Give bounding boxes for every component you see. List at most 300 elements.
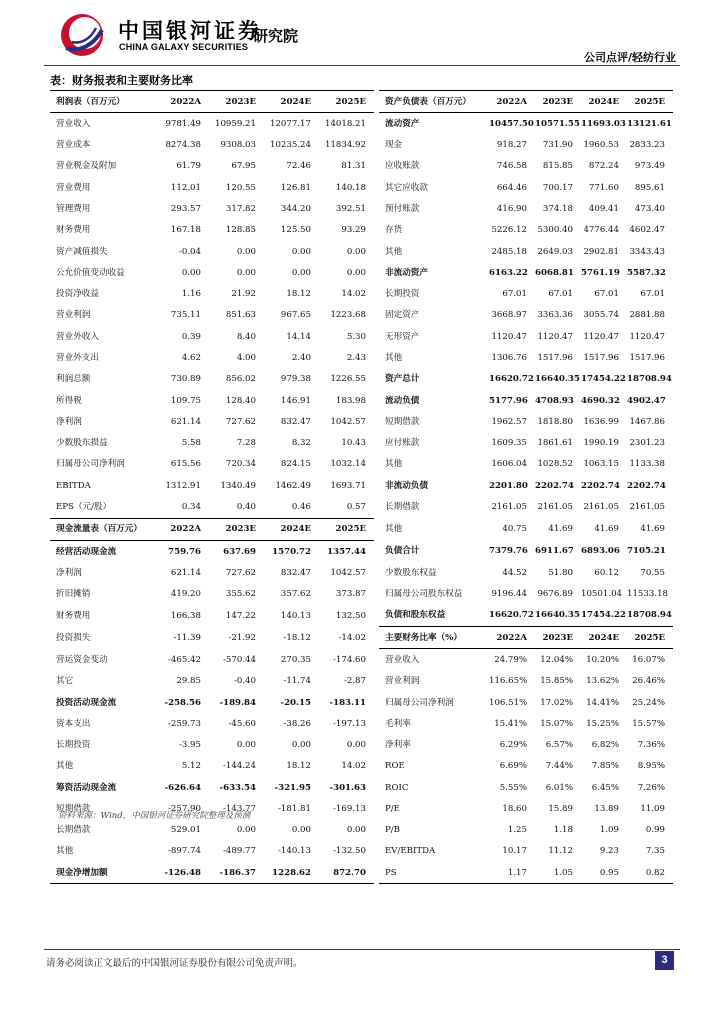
left-cell-value: -144.24 <box>223 761 256 772</box>
left-cell-value: -259.73 <box>168 718 201 729</box>
left-cell-value: 0.57 <box>319 496 374 518</box>
left-cell-value: -197.13 <box>333 718 366 729</box>
table-row <box>50 562 673 583</box>
left-cell-value: 21.92 <box>231 289 256 300</box>
left-cell-value: 0.00 <box>236 825 256 836</box>
right-year-header: 2023E <box>535 627 581 649</box>
right-cell-value: 6.57% <box>545 740 573 751</box>
table-title: 表：财务报表和主要财务比率 <box>50 74 193 87</box>
right-row-label: 非流动负债 <box>385 480 428 491</box>
right-row-label: 其他 <box>385 524 403 535</box>
left-cell-value: -38.26 <box>283 718 311 729</box>
left-cell-value: 4.62 <box>181 353 201 364</box>
left-cell-value: -633.54 <box>219 782 256 793</box>
left-cell-value: 0.00 <box>291 740 311 751</box>
right-cell-value: 1.18 <box>553 825 573 836</box>
left-cell-value: 355.62 <box>225 589 256 600</box>
left-year-header: 2023E <box>209 518 264 540</box>
left-row-label: 所得税 <box>56 395 82 406</box>
right-cell-value: 872.24 <box>588 161 619 172</box>
left-row-label: 营业收入 <box>56 118 91 129</box>
left-cell-value: 1570.72 <box>272 546 311 557</box>
page-number: 3 <box>655 951 674 970</box>
source-note: 资料来源：Wind，中国银河证券研究院整理及预测 <box>58 811 251 821</box>
right-cell-value: 8.95% <box>637 761 665 772</box>
right-cell-value: 10501.04 <box>581 589 623 600</box>
right-cell-value: 918.27 <box>496 140 527 151</box>
left-cell-value: -14.02 <box>338 632 366 643</box>
table-row <box>50 496 673 518</box>
header-divider <box>44 65 680 66</box>
right-row-label: 流动资产 <box>385 118 420 129</box>
right-cell-value: 1517.96 <box>629 353 665 364</box>
left-cell-value: 81.31 <box>341 161 366 172</box>
right-cell-value: 1133.38 <box>629 459 665 470</box>
left-cell-value: 10235.24 <box>269 140 311 151</box>
right-cell-value: 4776.44 <box>583 225 619 236</box>
right-cell-value: 24.79% <box>494 654 527 665</box>
left-year-header: 2023E <box>209 91 264 113</box>
table-row <box>50 347 673 368</box>
right-cell-value: 3343.43 <box>629 246 665 257</box>
left-cell-value: -465.42 <box>168 654 201 665</box>
left-cell-value: 14.14 <box>286 331 311 342</box>
right-cell-value: 26.46% <box>632 676 665 687</box>
right-cell-value: 16.07% <box>632 654 665 665</box>
left-row-label: 资产减值损失 <box>56 246 108 257</box>
right-cell-value: 3055.74 <box>583 310 619 321</box>
left-cell-value: -626.64 <box>164 782 201 793</box>
left-cell-value: 0.00 <box>291 825 311 836</box>
left-cell-value: 637.69 <box>223 546 256 557</box>
right-cell-value: 2161.05 <box>629 502 665 513</box>
left-cell-value: 8.40 <box>236 331 256 342</box>
right-row-label: 其它应收款 <box>385 182 428 193</box>
right-row-label: 现金 <box>385 140 403 151</box>
right-cell-value: 9676.89 <box>537 589 573 600</box>
left-cell-value: 93.29 <box>341 225 366 236</box>
right-cell-value: 7.36% <box>637 740 665 751</box>
right-cell-value: 2161.05 <box>583 502 619 513</box>
left-row-label: 财务费用 <box>56 225 91 236</box>
right-row-label: 其他 <box>385 459 403 470</box>
right-cell-value: 12.04% <box>540 654 573 665</box>
left-cell-value: -169.13 <box>333 803 366 814</box>
right-cell-value: 10.20% <box>586 654 619 665</box>
left-row-label: 短期借款 <box>56 803 91 814</box>
right-cell-value: 10457.50 <box>489 118 534 129</box>
right-cell-value: 60.12 <box>594 567 619 578</box>
left-cell-value: 18.12 <box>286 289 311 300</box>
right-cell-value: 14.41% <box>586 697 619 708</box>
right-cell-value: 6.29% <box>499 740 527 751</box>
right-cell-value: 17454.22 <box>581 374 626 385</box>
right-cell-value: 9.23 <box>599 846 619 857</box>
left-cell-value: -301.63 <box>329 782 366 793</box>
right-cell-value: 5587.32 <box>627 267 666 278</box>
right-cell-value: 6.45% <box>591 782 619 793</box>
left-cell-value: 0.00 <box>236 246 256 257</box>
right-cell-value: 6068.81 <box>535 267 574 278</box>
left-cell-value: 9781.49 <box>165 118 201 129</box>
table-row <box>50 692 673 713</box>
table-row <box>50 518 673 540</box>
left-cell-value: 735.11 <box>170 310 201 321</box>
left-row-label: 营业成本 <box>56 140 91 151</box>
left-cell-value: -321.95 <box>274 782 311 793</box>
left-cell-value: 132.50 <box>335 610 366 621</box>
right-row-label: 流动负债 <box>385 395 420 406</box>
right-cell-value: 1.25 <box>507 825 527 836</box>
right-cell-value: 41.69 <box>548 524 573 535</box>
table-row <box>50 583 673 604</box>
right-cell-value: 67.01 <box>594 289 619 300</box>
left-cell-value: -126.48 <box>154 862 209 884</box>
left-cell-value: 1032.14 <box>330 459 366 470</box>
left-cell-value: -174.60 <box>333 654 366 665</box>
left-section-header: 利润表（百万元） <box>50 91 154 113</box>
right-cell-value: 1609.35 <box>491 438 527 449</box>
right-row-label: 长期借款 <box>385 502 420 513</box>
left-cell-value: 140.13 <box>280 610 311 621</box>
right-section-header: 资产负债表（百万元） <box>379 91 489 113</box>
right-row-label: 短期借款 <box>385 416 420 427</box>
left-cell-value: -257.90 <box>168 803 201 814</box>
right-cell-value: 5.55% <box>499 782 527 793</box>
left-cell-value: 419.20 <box>170 589 201 600</box>
left-row-label: EBITDA <box>56 480 91 491</box>
left-row-label: 营业费用 <box>56 182 91 193</box>
right-year-header: 2024E <box>581 627 627 649</box>
left-cell-value: 1223.68 <box>330 310 366 321</box>
left-year-header: 2022A <box>154 91 209 113</box>
right-row-label: 营业收入 <box>385 654 420 665</box>
left-row-label: 其他 <box>56 761 74 772</box>
left-row-label: 长期借款 <box>56 825 91 836</box>
left-cell-value: 14.02 <box>341 289 366 300</box>
table-row <box>50 841 673 862</box>
left-row-label: 其他 <box>56 846 74 857</box>
right-cell-value: 2649.03 <box>537 246 573 257</box>
left-cell-value: 0.00 <box>346 740 366 751</box>
left-cell-value: 1.16 <box>181 289 201 300</box>
right-cell-value: 0.82 <box>627 862 673 884</box>
right-cell-value: 7.35 <box>645 846 665 857</box>
table-row <box>50 820 673 841</box>
right-cell-value: 17454.22 <box>581 605 627 627</box>
table-row <box>50 220 673 241</box>
right-cell-value: 13121.61 <box>627 118 672 129</box>
right-year-header: 2025E <box>627 627 673 649</box>
right-cell-value: 6893.06 <box>581 546 620 557</box>
right-row-label: 固定资产 <box>385 310 420 321</box>
right-cell-value: 973.49 <box>634 161 665 172</box>
footer-divider <box>44 949 680 950</box>
left-cell-value: 18.12 <box>286 761 311 772</box>
left-cell-value: 10.43 <box>341 438 366 449</box>
right-cell-value: 18708.94 <box>627 374 672 385</box>
brand-name-cn: 中国银河证券 <box>118 19 262 43</box>
table-row <box>50 433 673 454</box>
left-cell-value: 344.20 <box>280 204 311 215</box>
table-row <box>50 91 673 113</box>
left-row-label: 营业税金及附加 <box>56 161 117 172</box>
table-row <box>50 605 673 627</box>
right-cell-value: 771.60 <box>588 182 619 193</box>
right-cell-value: 5177.96 <box>489 395 528 406</box>
right-cell-value: 41.69 <box>594 524 619 535</box>
right-cell-value: 1120.47 <box>491 331 527 342</box>
right-cell-value: 1517.96 <box>537 353 573 364</box>
left-cell-value: 832.47 <box>280 416 311 427</box>
right-cell-value: 2833.23 <box>629 140 665 151</box>
right-row-label: 归属母公司净利润 <box>385 697 454 708</box>
right-cell-value: 40.75 <box>502 524 527 535</box>
left-cell-value: 72.46 <box>286 161 311 172</box>
left-cell-value: 1357.44 <box>327 546 366 557</box>
right-cell-value: 7379.76 <box>489 546 528 557</box>
right-row-label: 非流动资产 <box>385 267 428 278</box>
right-row-label: 存货 <box>385 225 403 236</box>
left-cell-value: -489.77 <box>223 846 256 857</box>
left-cell-value: 11834.92 <box>324 140 366 151</box>
table-row <box>50 390 673 411</box>
left-cell-value: 0.00 <box>346 246 366 257</box>
left-cell-value: -21.92 <box>228 632 256 643</box>
financial-statements-table <box>50 90 673 884</box>
left-cell-value: 1462.49 <box>275 480 311 491</box>
right-cell-value: 5761.19 <box>581 267 620 278</box>
left-cell-value: 4.00 <box>236 353 256 364</box>
left-row-label: EPS（元/股） <box>50 496 154 518</box>
left-cell-value: 1228.62 <box>264 862 319 884</box>
left-row-label: 现金净增加额 <box>50 862 154 884</box>
left-row-label: 营业外收入 <box>56 331 99 342</box>
left-cell-value: 0.39 <box>181 331 201 342</box>
left-cell-value: 67.95 <box>231 161 256 172</box>
right-cell-value: 1120.47 <box>537 331 573 342</box>
right-row-label: 其他 <box>385 353 403 364</box>
right-cell-value: 5300.40 <box>537 225 573 236</box>
right-cell-value: 2161.05 <box>491 502 527 513</box>
left-cell-value: 529.01 <box>170 825 201 836</box>
table-row <box>50 156 673 177</box>
right-cell-value: 4602.47 <box>629 225 665 236</box>
left-cell-value: 293.57 <box>170 204 201 215</box>
right-cell-value: 1063.15 <box>583 459 619 470</box>
right-cell-value: 106.51% <box>489 697 528 708</box>
left-cell-value: 29.85 <box>176 676 201 687</box>
left-cell-value: 5.30 <box>346 331 366 342</box>
table-row <box>50 454 673 475</box>
right-cell-value: 44.52 <box>502 567 527 578</box>
left-cell-value: 12077.17 <box>269 118 311 129</box>
left-cell-value: 0.34 <box>154 496 209 518</box>
right-cell-value: 1028.52 <box>537 459 573 470</box>
right-cell-value: 16640.35 <box>535 374 580 385</box>
left-row-label: 营业外支出 <box>56 353 99 364</box>
left-cell-value: -189.84 <box>219 697 256 708</box>
left-year-header: 2024E <box>264 518 319 540</box>
right-cell-value: 1960.53 <box>583 140 619 151</box>
right-cell-value: 18708.94 <box>627 605 673 627</box>
right-cell-value: 13.62% <box>586 676 619 687</box>
right-row-label: EV/EBITDA <box>385 846 436 857</box>
left-cell-value: 317.82 <box>225 204 256 215</box>
right-cell-value: 15.25% <box>586 718 619 729</box>
table-row <box>50 862 673 884</box>
left-cell-value: 727.62 <box>225 416 256 427</box>
left-year-header: 2022A <box>154 518 209 540</box>
left-cell-value: 1693.71 <box>330 480 366 491</box>
left-row-label: 投资净收益 <box>56 289 99 300</box>
right-cell-value: 1606.04 <box>491 459 527 470</box>
table-row <box>50 305 673 326</box>
left-row-label: 投资活动现金流 <box>56 697 117 708</box>
left-cell-value: -897.74 <box>168 846 201 857</box>
right-cell-value: 815.85 <box>542 161 573 172</box>
left-cell-value: 0.40 <box>209 496 264 518</box>
left-section-header: 现金流量表（百万元） <box>50 518 154 540</box>
left-cell-value: -11.74 <box>283 676 311 687</box>
left-row-label: 其它 <box>56 676 74 687</box>
table-row <box>50 713 673 734</box>
right-cell-value: 700.17 <box>542 182 573 193</box>
right-year-header: 2022A <box>489 627 535 649</box>
left-cell-value: 2.40 <box>291 353 311 364</box>
right-cell-value: 116.65% <box>489 676 528 687</box>
left-cell-value: 9308.03 <box>220 140 256 151</box>
right-cell-value: 67.01 <box>502 289 527 300</box>
right-cell-value: 1306.76 <box>491 353 527 364</box>
table-row <box>50 241 673 262</box>
right-cell-value: 6163.22 <box>489 267 528 278</box>
institute-label: 研究院 <box>253 27 299 45</box>
left-cell-value: 270.35 <box>280 654 311 665</box>
right-cell-value: 6.69% <box>499 761 527 772</box>
left-cell-value: 10959.21 <box>214 118 256 129</box>
table-row <box>50 777 673 798</box>
left-row-label: 投资损失 <box>56 632 91 643</box>
left-cell-value: 8.32 <box>291 438 311 449</box>
left-row-label: 管理费用 <box>56 204 91 215</box>
left-cell-value: 112.01 <box>170 182 201 193</box>
right-cell-value: 16620.72 <box>489 605 535 627</box>
right-cell-value: 1120.47 <box>583 331 619 342</box>
left-cell-value: 61.79 <box>176 161 201 172</box>
right-cell-value: 11.12 <box>548 846 573 857</box>
right-cell-value: 15.07% <box>540 718 573 729</box>
left-cell-value: 615.56 <box>170 459 201 470</box>
right-cell-value: 1990.19 <box>583 438 619 449</box>
left-cell-value: 140.18 <box>335 182 366 193</box>
right-row-label: 净利率 <box>385 740 411 751</box>
right-cell-value: 11.09 <box>640 803 665 814</box>
left-row-label: 折旧摊销 <box>56 589 91 600</box>
right-cell-value: 18.60 <box>502 803 527 814</box>
left-cell-value: 109.75 <box>170 395 201 406</box>
right-row-label: 预付账款 <box>385 204 420 215</box>
right-cell-value: 4690.32 <box>581 395 620 406</box>
right-cell-value: 731.90 <box>542 140 573 151</box>
right-cell-value: 16640.35 <box>535 605 581 627</box>
table-row <box>50 540 673 562</box>
left-cell-value: 621.14 <box>170 416 201 427</box>
right-cell-value: 1636.99 <box>583 416 619 427</box>
left-cell-value: 851.63 <box>225 310 256 321</box>
table-row <box>50 369 673 390</box>
left-row-label: 营业利润 <box>56 310 91 321</box>
left-cell-value: 147.22 <box>225 610 256 621</box>
left-cell-value: 0.00 <box>236 267 256 278</box>
brand-name-en: CHINA GALAXY SECURITIES <box>119 42 249 52</box>
table-row <box>50 671 673 692</box>
right-cell-value: 9196.44 <box>491 589 527 600</box>
right-row-label: 营业利润 <box>385 676 420 687</box>
right-cell-value: 0.99 <box>645 825 665 836</box>
left-year-header: 2025E <box>319 518 374 540</box>
right-cell-value: 15.41% <box>494 718 527 729</box>
right-cell-value: 41.69 <box>640 524 665 535</box>
left-cell-value: 1312.91 <box>165 480 201 491</box>
right-cell-value: 11533.18 <box>627 589 669 600</box>
left-cell-value: 357.62 <box>280 589 311 600</box>
left-cell-value: -181.81 <box>278 803 311 814</box>
right-row-label: ROE <box>385 761 405 772</box>
table-row <box>50 284 673 305</box>
right-cell-value: 2485.18 <box>491 246 527 257</box>
right-cell-value: 25.24% <box>632 697 665 708</box>
right-cell-value: 6.82% <box>591 740 619 751</box>
right-row-label: 应收账款 <box>385 161 420 172</box>
right-cell-value: 746.58 <box>496 161 527 172</box>
table-row <box>50 262 673 283</box>
left-cell-value: 856.02 <box>225 374 256 385</box>
left-cell-value: 720.34 <box>225 459 256 470</box>
right-cell-value: 67.01 <box>640 289 665 300</box>
right-section-header: 主要财务比率（%） <box>379 627 489 649</box>
galaxy-logo-icon <box>58 12 106 58</box>
left-cell-value: 120.55 <box>225 182 256 193</box>
right-cell-value: 409.41 <box>588 204 619 215</box>
right-cell-value: 2202.74 <box>535 480 574 491</box>
right-cell-value: 1818.80 <box>537 416 573 427</box>
left-cell-value: 392.51 <box>335 204 366 215</box>
right-row-label: P/E <box>385 803 400 814</box>
left-cell-value: 373.87 <box>335 589 366 600</box>
left-row-label: 净利润 <box>56 567 82 578</box>
left-row-label: 归属母公司净利润 <box>56 459 125 470</box>
left-cell-value: 0.00 <box>346 825 366 836</box>
right-year-header: 2024E <box>581 91 627 113</box>
left-cell-value: 14018.21 <box>324 118 366 129</box>
left-cell-value: -11.39 <box>173 632 201 643</box>
left-cell-value: 7.28 <box>236 438 256 449</box>
disclaimer: 请务必阅读正文最后的中国银河证券股份有限公司免责声明。 <box>46 958 303 969</box>
left-cell-value: -140.13 <box>278 846 311 857</box>
right-cell-value: 2161.05 <box>537 502 573 513</box>
right-cell-value: 1467.86 <box>629 416 665 427</box>
left-cell-value: 183.98 <box>335 395 366 406</box>
right-row-label: PS <box>379 862 489 884</box>
right-year-header: 2023E <box>535 91 581 113</box>
left-cell-value: 0.00 <box>291 267 311 278</box>
right-row-label: 负债和股东权益 <box>379 605 489 627</box>
right-cell-value: 2201.80 <box>489 480 528 491</box>
report-type: 公司点评/轻纺行业 <box>583 51 676 64</box>
table-row <box>50 177 673 198</box>
right-cell-value: 1861.61 <box>537 438 573 449</box>
